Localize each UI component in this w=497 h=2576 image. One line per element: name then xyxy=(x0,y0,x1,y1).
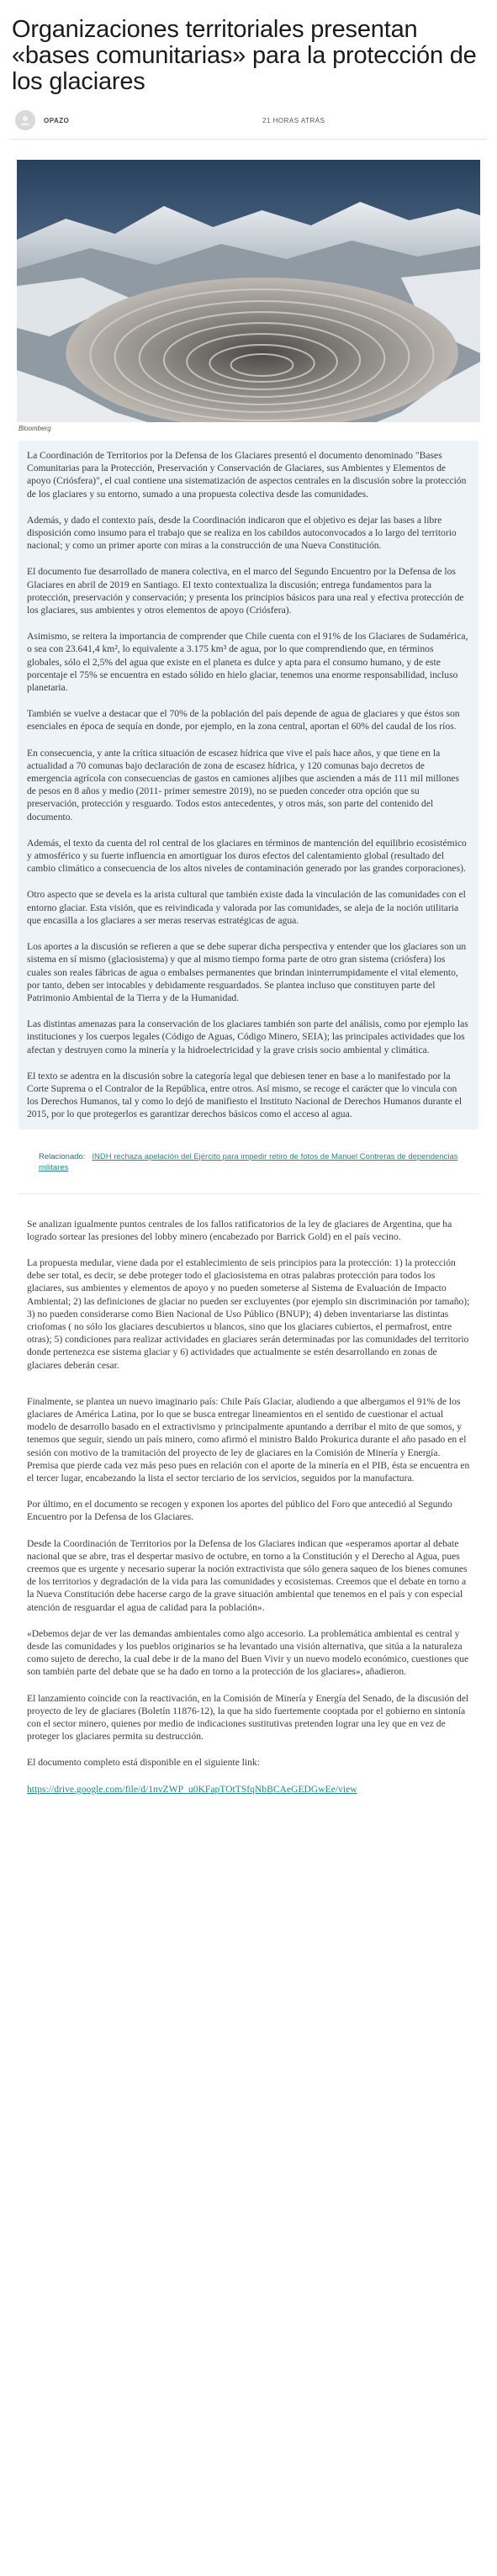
paragraph: Además, y dado el contexto país, desde la Coordinación indicaron que el objetivo es dejar las bases a libre disposición como insumo para el trabajo que se realiza en los cabildos autoconvocados a lo largo del territorio nacional; y como un primer aporte con miras a la construcción de una Nueva Constitución. xyxy=(27,514,457,552)
hero-image xyxy=(17,160,480,422)
paragraph: La propuesta medular, viene dada por el establecimiento de seis principios para la protección: 1) la protección debe ser total, es decir, se debe proteger todo el glaciosistema en otras palabras protección para todos los glaciares, sus ambientes y elementos de apoyo y no pueden someterse al Sistema de Evaluación de Impacto Ambiental; 2) las definiciones de glaciar no pueden ser excluyentes (por ejemplo sin discriminación por tamaño); 3) no pueden considerarse como Bien Nacional de Uso Público (BNUP); 4) deben inventariarse las distintas criofomas ( no sólo los glaciares descubiertos u blancos, sino que los glaciares cubiertos, el permafrost, entre otras); 5) condiciones para realizar actividades en glaciares serán determinadas por las comunidades del territorio donde pertenezca ese sistema glaciar y 6) actividades que actualmente se estén desarrollando en zonas de glaciares deberán cesar. xyxy=(27,1256,470,1371)
paragraph: Se analizan igualmente puntos centrales de los fallos ratificatorios de la ley de glaciares de Argentina, que ha logrado sortear las presiones del lobby minero (encabezado por Barrick Gold) en el país vecino. xyxy=(27,1218,452,1242)
paragraph: En consecuencia, y ante la crítica situación de escasez hídrica que vive el país hace años, y que tiene en la actualidad a 70 comunas bajo declaración de zona de escasez hídrica, y 120 comunas bajo decretos de emergencia agrícola con consecuencias de gastos en camiones aljibes que ascienden a más de 111 mil millones de pesos en 8 años y medio (2011- primer semestre 2019), no se pueden conceder otra opción que su preservación, protección y resguardo. Todos estos antecedentes, y otros más, son parte del contenido del documento. xyxy=(27,747,460,823)
author-name[interactable]: OPAZO xyxy=(44,116,70,124)
paragraph: Los aportes a la discusión se refieren a que se debe superar dicha perspectiva y entender que los glaciares son un sistema en sí mismo (glaciosistema) y que al mismo tiempo forma parte de otro gran sistema (criósfera) los cuales son reales fábricas de agua o embalses permanentes que brindan ininterrumpidamente el vital elemento, por tanto, deben ser intocables y debidamente resguardados. Se plantea incluso que constituyen parte del Patrimonio Ambiental de la Tierra y de la Humanidad. xyxy=(27,941,467,1003)
paragraph: Además, el texto da cuenta del rol central de los glaciares en términos de mantención del equilibrio ecosistémico y atmosférico y su fuerte influencia en amortiguar los duros efectos del calentamiento global (resultado del cambio climático a consecuencia de los altos niveles de contaminación generado por las grandes corporaciones). xyxy=(27,837,467,875)
highlighted-block xyxy=(19,441,478,1129)
paragraph: El texto se adentra en la discusión sobre la categoría legal que debiesen tener en base a lo manifestado por la Corte Suprema o el Contralor de la República, entre otros. Así mismo, se recoge el carácter que lo vincula con los Derechos Humanos, tal y como lo dejó de manifiesto el Instituto Nacional de Derechos Humanos durante el 2015, por lo que protegerlos es garantizar derechos básicos como el acceso al agua. xyxy=(27,1070,463,1120)
paragraph: La Coordinación de Territorios por la Defensa de los Glaciares presentó el documento denominado "Bases Comunitarias para la Protección, Preservación y Conservación de Glaciares, sus Ambientes y Elementos de apoyo (Criósfera)", el cual contiene una sistematización de aspectos centrales en la discusión sobre la protección de los glaciares y su entorno, sumado a una propuesta colectiva desde las comunidades. xyxy=(27,450,467,500)
paragraph: Por último, en el documento se recogen y exponen los aportes del público del Foro que antecedió al Segundo Encuentro por la Defensa de los Glaciares. xyxy=(27,1499,452,1523)
article-meta xyxy=(10,105,487,140)
paragraph: El documento fue desarrollado de manera colectiva, en el marco del Segundo Encuentro por la Defensa de los Glaciares en abril de 2019 en Santiago. El texto contextualiza la discusión; entrega fundamentos para la protección, preservación y conservación; y presenta los principios básicos para una real y efectiva protección de los glaciares, sus ambientes y otros elementos de apoyo (Criósfera). xyxy=(27,566,464,616)
paragraph: Asimismo, se reitera la importancia de comprender que Chile cuenta con el 91% de los Glaciares de Sudamérica, o sea con 23.641,4 km², lo equivalente a 3.175 km³ de agua, por lo que comprendiendo que, en términos globales, sólo el 2,5% del agua que existe en el planeta es dulce y apta para el consumo humano, y de este porcentaje el 75% se encuentra en estado sólido en hielo glaciar, tenemos una enorme responsabilidad, incluso planetaria. xyxy=(27,631,468,694)
related-article xyxy=(19,1135,478,1194)
paragraph: «Debemos dejar de ver las demandas ambientales como algo accesorio. La problemática ambiental es central y desde las comunidades y los pueblos originarios se ha levantado una visión alternativa, que sitúa a la naturaleza como sujeto de derecho, la cual debe ir de la mano del Buen Vivir y un nuevo modelo económico, cuestiones que son también parte del debate que se ha dado en torno a la protección de los glaciares», añadieron. xyxy=(27,1627,469,1678)
user-icon xyxy=(19,114,32,127)
paragraph: Finalmente, se plantea un nuevo imaginario país: Chile País Glaciar, aludiendo a que albergamos el 91% de los glaciares de América Latina, por lo que se busca entregar lineamientos en el sentido de cuestionar el actual modelo de desarrollo basado en el extractivismo y principalmente apuntando a derribar el mito de que somos, y tenemos que seguir, siendo un país minero, como afirmó el ministro Baldo Prokurica durante el año pasado en el sesión con motivo de la tramitación del proyecto de ley de glaciares en la Comisión de Minería y Energía. Premisa que pierde cada vez más peso pues en relación con el aporte de la minería en el PIB, ésta se encuentra en el tercer lugar, encabezando la lista el sector terciario de los servicios, seguidos por la manufactura. xyxy=(27,1395,470,1484)
avatar[interactable] xyxy=(15,110,35,130)
document-download-link[interactable]: https://drive.google.com/file/d/1nvZWP_u0KFapTOtTSfqNbBCAeGEDGwEe/view xyxy=(27,1783,357,1795)
paragraph: Otro aspecto que se devela es la arista cultural que también existe dada la vinculación de las comunidades con el entorno glaciar. Esta visión, que es reivindicada y valorada por las comunidades, se aleja de la noción utilitaria que encasilla a los glaciares a ser meras reservas estratégicas de agua. xyxy=(27,889,466,926)
image-caption: Bloomberg xyxy=(19,425,51,432)
glacier-mine-photo xyxy=(17,160,480,422)
article-body-continued xyxy=(7,1218,490,1796)
related-label: Relacionado: xyxy=(39,1151,86,1161)
article-body xyxy=(7,441,490,1129)
paragraph: También se vuelve a destacar que el 70% de la población del país depende de agua de glaciares y que éstos son esenciales en época de sequía en donde, por ejemplo, en la zona central, aportan el 60% del caudal de los ríos. xyxy=(27,708,460,733)
paragraph: Desde la Coordinación de Territorios por la Defensa de los Glaciares indican que «esperamos aportar al debate nacional que se abre, tras el despertar masivo de octubre, en torno a la Constitución y el Derecho al Agua, pues creemos que es urgente y necesario superar la noción extractivista que sólo genera saqueo de los bienes comunes de los territorios y degradación de la vida para las comunidades y ecosistemas. Creemos que el debate en torno a la Nueva Constitución debe hacerse cargo de la grave situación ambiental que tenemos en el país y con especial atención de resguardar el agua de calidad para la población». xyxy=(27,1537,468,1613)
related-article-link[interactable]: INDH rechaza apelación del Ejército para impedir retiro de fotos de Manuel Contreras de dependencias militares xyxy=(39,1151,458,1172)
paragraph: El lanzamiento coincide con la reactivación, en la Comisión de Minería y Energía del Senado, de la discusión del proyecto de ley de glaciares (Boletín 11876-12), la que ha sido fuertemente cooptada por el gobierno en sintonía con el sector minero, quienes por medio de indicaciones sustitutivas pretenden lograr una ley que en vez de proteger los glaciares permita su destrucción. xyxy=(27,1692,469,1743)
paragraph: Las distintas amenazas para la conservación de los glaciares también son parte del análisis, como por ejemplo las instituciones y los cuerpos legales (Código de Aguas, Código Minero, SEIA); las principales actividades que los afectan y destruyen como la minería y la hidroelectricidad y la grave crisis socio ambiental y climática. xyxy=(27,1018,468,1055)
article-title: Organizaciones territoriales presentan «bases comunitarias» para la protección de los glaciares xyxy=(12,16,477,95)
paragraph: El documento completo está disponible en el siguiente link: xyxy=(27,1757,260,1769)
publish-date: 21 HORAS ATRÁS xyxy=(262,116,325,124)
